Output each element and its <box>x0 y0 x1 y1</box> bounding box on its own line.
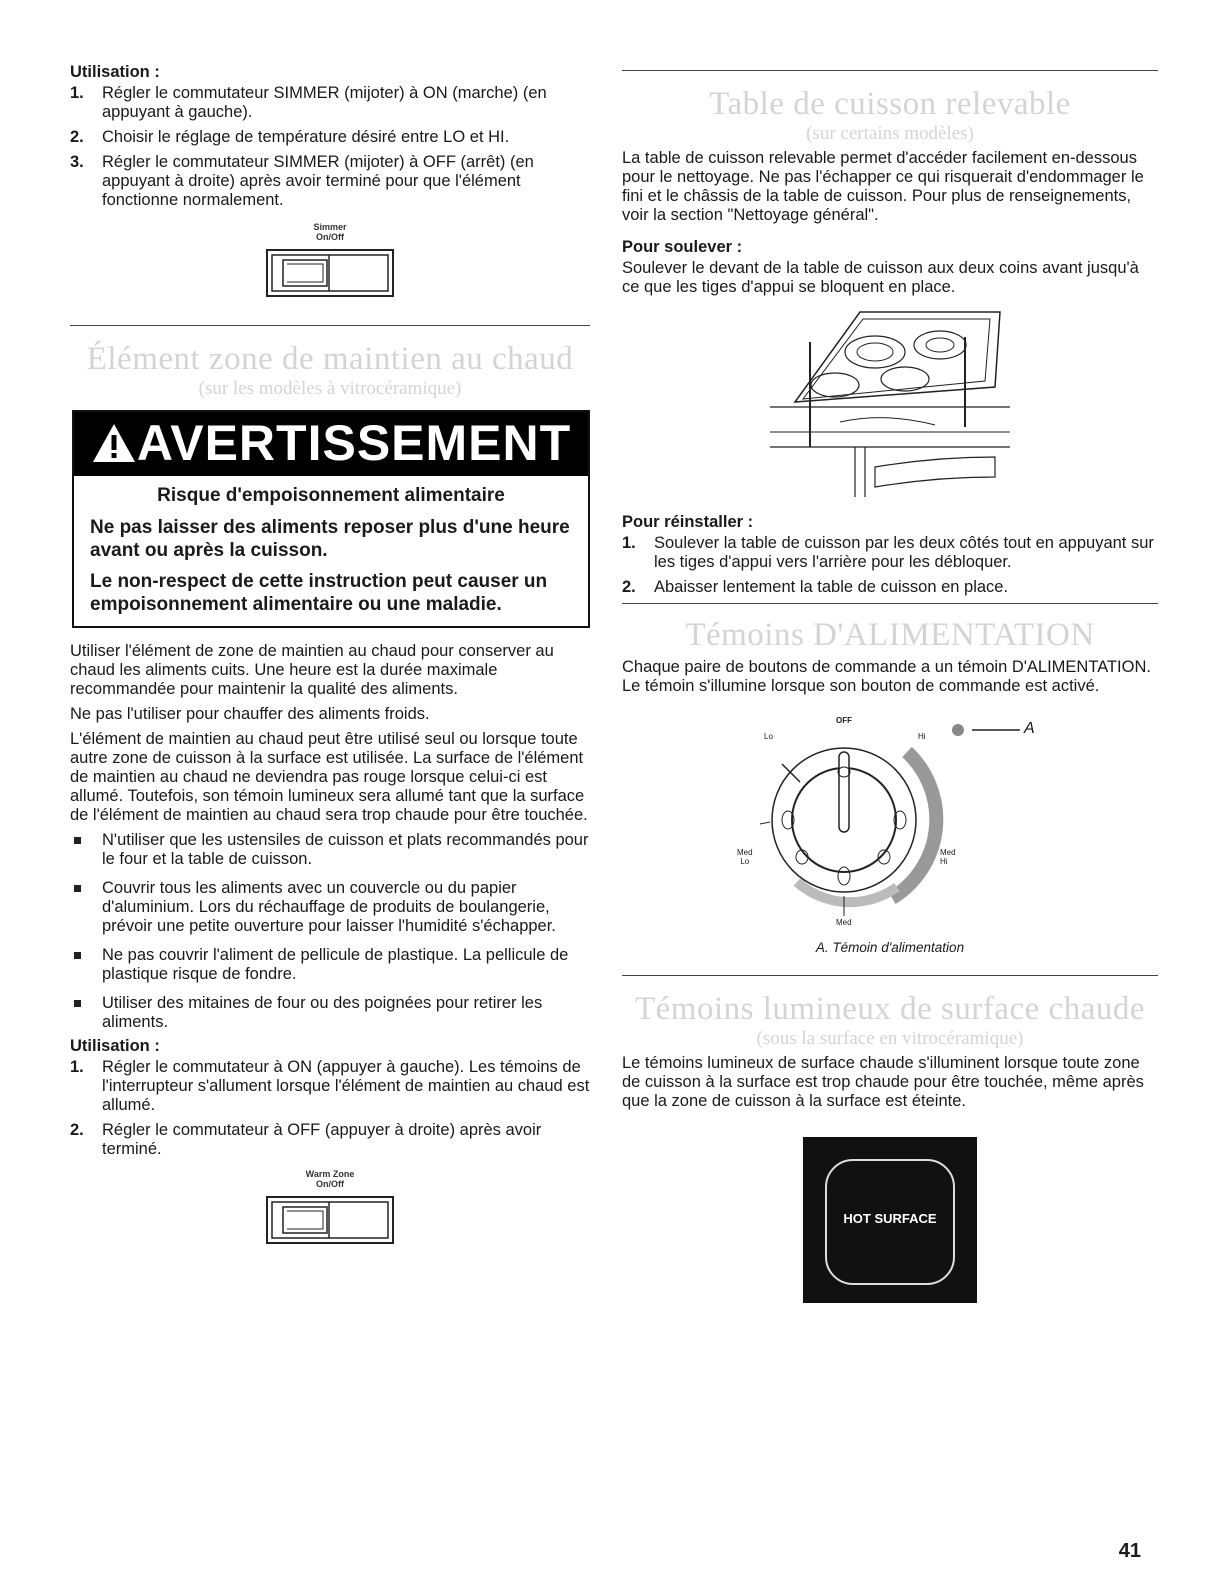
usage-step: 1. Régler le commutateur à ON (appuyer à gauche). Les témoins de l'interrupteur s'allument lorsque l'élément de maintien au chaud est allumé. <box>70 1058 590 1114</box>
section-subtitle: (sur certains modèles) <box>806 123 974 144</box>
warning-text: Ne pas laisser des aliments reposer plus d'une heure avant ou après la cuisson. <box>90 517 570 561</box>
paragraph: La table de cuisson relevable permet d'accéder facilement en-dessous pour le nettoyage. Ne pas l'échapper ce qui risquerait d'endommager le fini et le châssis de la table de cuisson. Pour plus de renseignements, voir la section "Nettoyage général". <box>622 149 1144 224</box>
knob-label-med: Med <box>836 918 852 927</box>
paragraph: Chaque paire de boutons de commande a un témoin D'ALIMENTATION. Le témoin s'illumine lorsque son bouton de commande est activé. <box>622 658 1151 695</box>
lift-top-illustration <box>622 307 1158 502</box>
warning-header-text: AVERTISSEMENT <box>136 415 572 471</box>
power-knob-figure <box>622 702 1158 932</box>
reinstall-heading: Pour réinstaller : <box>622 513 754 531</box>
usage-step <box>70 153 590 210</box>
paragraph: Ne pas l'utiliser pour chauffer des aliments froids. <box>70 705 430 723</box>
reinstall-steps <box>622 534 1158 597</box>
simmer-switch-figure <box>70 222 590 303</box>
reinstall-step: 1. Soulever la table de cuisson par les deux côtés tout en appuyant sur les tiges d'appui vers l'arrière pour les débloquer. <box>622 534 1154 571</box>
section-divider <box>622 70 1158 71</box>
paragraph: L'élément de maintien au chaud peut être utilisé seul ou lorsque toute autre zone de cuisson à la surface est utilisée. La surface de l'élément de maintien au chaud ne deviendra pas rouge lorsque celui-ci est allumé. Toutefois, son témoin lumineux sera allumé tant que la surface de l'élément de maintien au chaud sera trop chaude pour être touchée. <box>70 730 588 824</box>
knob-label-off: OFF <box>836 716 852 725</box>
section-subtitle: (sous la surface en vitrocéramique) <box>756 1028 1024 1049</box>
bullet-item: Utiliser des mitaines de four ou des poignées pour retirer les aliments. <box>70 994 590 1032</box>
section-subtitle: (sur les modèles à vitrocéramique) <box>198 378 462 399</box>
warning-triangle-icon <box>91 422 137 464</box>
callout-letter: A <box>1024 720 1035 737</box>
left-column <box>70 62 590 1256</box>
section-divider <box>70 325 590 326</box>
section-divider <box>622 603 1158 604</box>
usage-steps <box>70 84 590 210</box>
usage-heading: Utilisation : <box>70 63 160 81</box>
paragraph: Soulever le devant de la table de cuisson aux deux coins avant jusqu'à ce que les tiges d'appui se bloquent en place. <box>622 259 1139 296</box>
hot-surface-indicator <box>803 1137 977 1303</box>
section-divider <box>622 975 1158 976</box>
usage-heading: Utilisation : <box>70 1037 160 1055</box>
paragraph: Utiliser l'élément de zone de maintien au chaud pour conserver au chaud les aliments cuits. Une heure est la durée maximale recommandée pour maintenir la qualité des aliments. <box>70 642 554 698</box>
warning-box <box>72 410 590 628</box>
section-title: Élément zone de maintien au chaud <box>86 341 574 377</box>
usage-step <box>70 84 590 122</box>
warning-risk: Risque d'empoisonnement alimentaire <box>157 485 505 506</box>
step-text: Régler le commutateur SIMMER (mijoter) à ON (marche) (en appuyant à gauche). <box>102 84 547 121</box>
section-title: Témoins D'ALIMENTATION <box>685 617 1095 653</box>
lift-cooktop-icon <box>765 307 1015 497</box>
warm-zone-switch-figure <box>70 1169 590 1250</box>
indicator-label: HOT SURFACE <box>843 1211 937 1226</box>
warning-body <box>74 476 588 626</box>
knob-label-med-hi: Med Hi <box>940 848 956 866</box>
switch-label: Warm Zone <box>305 1169 355 1179</box>
usage-step <box>70 128 590 147</box>
knob-label-hi: Hi <box>918 732 926 741</box>
warning-header <box>74 412 588 476</box>
step-number: 2. <box>70 128 84 146</box>
switch-label: Simmer <box>313 222 347 232</box>
right-column <box>622 70 1158 1303</box>
step-text: Régler le commutateur SIMMER (mijoter) à OFF (arrêt) (en appuyant à droite) après avoir terminé pour que l'élément fonctionne normalement. <box>102 153 534 209</box>
page-number: 41 <box>1118 1540 1141 1562</box>
bullet-list <box>70 831 590 1032</box>
switch-label: On/Off <box>316 1179 344 1189</box>
figure-caption: A. Témoin d'alimentation <box>815 940 965 955</box>
knob-label-lo: Lo <box>764 732 773 741</box>
control-knob-icon <box>622 702 1158 932</box>
knob-label-med-lo: Med Lo <box>737 848 753 866</box>
lift-heading: Pour soulever : <box>622 238 743 256</box>
step-number: 1. <box>70 84 84 102</box>
rocker-switch-icon <box>265 1195 395 1245</box>
bullet-item: Couvrir tous les aliments avec un couvercle ou du papier d'aluminium. Lors du réchauffage de produits de boulangerie, prévoir une petite ouverture pour laisser l'humidité s'échapper. <box>70 879 590 936</box>
reinstall-step: 2. Abaisser lentement la table de cuisson en place. <box>622 578 1009 596</box>
bullet-item: Ne pas couvrir l'aliment de pellicule de plastique. La pellicule de plastique risque de fondre. <box>70 946 590 984</box>
usage-step: 2. Régler le commutateur à OFF (appuyer à droite) après avoir terminé. <box>70 1121 542 1158</box>
warning-text: Le non-respect de cette instruction peut causer un empoisonnement alimentaire ou une maladie. <box>90 571 548 615</box>
switch-label: On/Off <box>316 232 344 242</box>
paragraph: Le témoins lumineux de surface chaude s'illuminent lorsque toute zone de cuisson à la surface est trop chaude pour être touchée, même après que la zone de cuisson à la surface est éteinte. <box>622 1054 1144 1110</box>
step-number: 3. <box>70 153 84 171</box>
section-title: Témoins lumineux de surface chaude <box>635 991 1145 1027</box>
usage-steps <box>70 1058 590 1159</box>
step-text: Choisir le réglage de température désiré entre LO et HI. <box>102 128 510 146</box>
bullet-item: N'utiliser que les ustensiles de cuisson et plats recommandés pour le four et la table de cuisson. <box>70 831 590 869</box>
section-title: Table de cuisson relevable <box>709 86 1071 122</box>
rocker-switch-icon <box>265 248 395 298</box>
